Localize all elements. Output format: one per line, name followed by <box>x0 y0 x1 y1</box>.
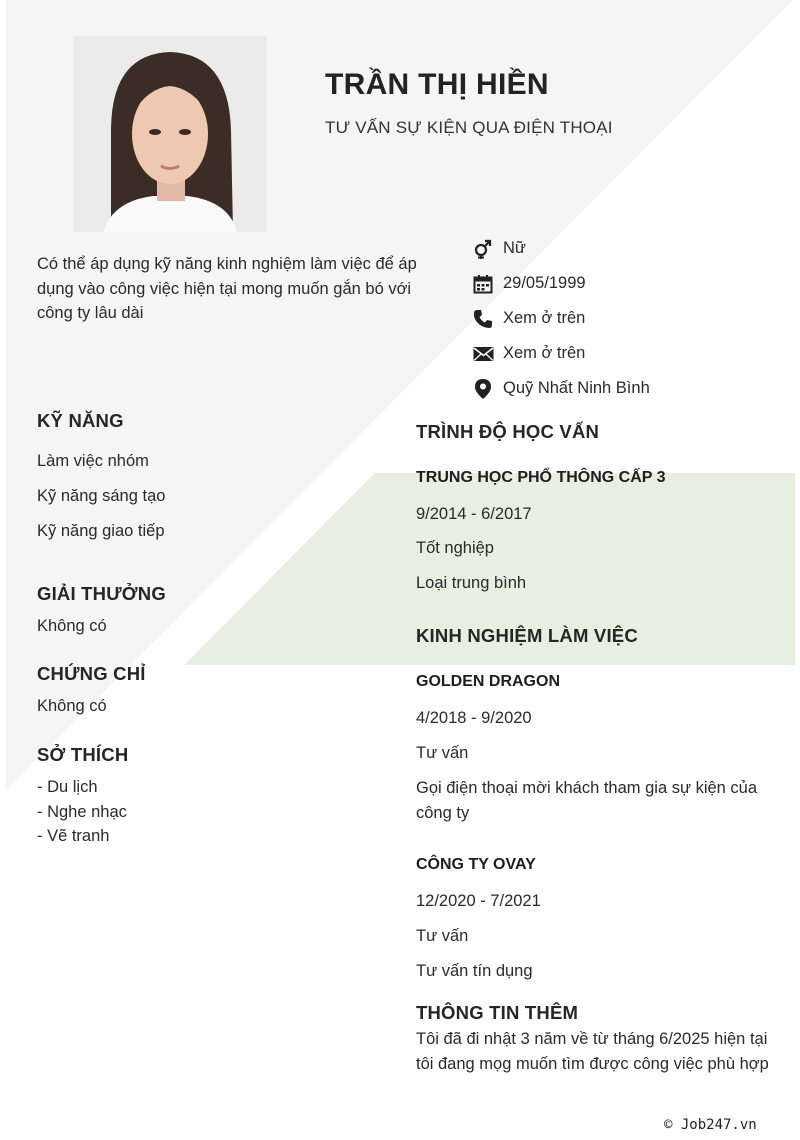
additional-info-text: Tôi đã đi nhật 3 năm về từ tháng 6/2025 hiện tại tôi đang mọg muốn tìm được công việc phù hợp <box>416 1030 769 1073</box>
gender-value: Nữ <box>503 239 526 257</box>
career-objective: Có thể áp dụng kỹ năng kinh nghiệm làm việc để áp dụng vào công việc hiện tại mong muốn gắn bó với công ty lâu dài <box>37 255 417 322</box>
calendar-icon <box>472 273 494 295</box>
hobby-item: - Vẽ tranh <box>37 827 110 845</box>
skill-item: Kỹ năng giao tiếp <box>37 522 165 540</box>
education-grade: Loại trung bình <box>416 574 527 592</box>
school-name: TRUNG HỌC PHỔ THÔNG CẤP 3 <box>416 469 666 486</box>
job-description: Tư vấn tín dụng <box>416 962 533 980</box>
hobby-item: - Du lịch <box>37 778 98 796</box>
job-title: TƯ VẤN SỰ KIỆN QUA ĐIỆN THOẠI <box>325 118 613 137</box>
education-status: Tốt nghiệp <box>416 539 494 557</box>
awards-heading: GIẢI THƯỞNG <box>37 583 166 604</box>
certificates-text: Không có <box>37 697 107 715</box>
profile-photo <box>73 36 267 232</box>
contact-address <box>472 371 650 406</box>
birthday-value: 29/05/1999 <box>503 274 586 292</box>
phone-icon <box>472 308 494 330</box>
candidate-name: TRẦN THỊ HIỀN <box>325 68 549 101</box>
education-heading: TRÌNH ĐỘ HỌC VẤN <box>416 421 600 442</box>
footer-copyright: © Job247.vn <box>664 1117 757 1133</box>
company-name: GOLDEN DRAGON <box>416 673 560 690</box>
contact-birthday <box>472 266 650 301</box>
experience-heading: KINH NGHIỆM LÀM VIỆC <box>416 625 638 646</box>
skill-item: Kỹ năng sáng tạo <box>37 487 166 505</box>
job-description: Gọi điện thoại mời khách tham gia sự kiện của công ty <box>416 779 758 822</box>
additional-info-heading: THÔNG TIN THÊM <box>416 1002 579 1023</box>
hobbies-heading: SỞ THÍCH <box>37 744 129 765</box>
job-period: 4/2018 - 9/2020 <box>416 709 532 727</box>
contact-gender <box>472 231 650 266</box>
contact-phone <box>472 301 650 336</box>
job-period: 12/2020 - 7/2021 <box>416 892 541 910</box>
location-icon <box>472 378 494 400</box>
hobby-item: - Nghe nhạc <box>37 803 127 821</box>
company-name: CÔNG TY OVAY <box>416 856 536 873</box>
skills-heading: KỸ NĂNG <box>37 410 124 431</box>
contact-email <box>472 336 650 371</box>
skill-item: Làm việc nhóm <box>37 452 149 470</box>
email-value: Xem ở trên <box>503 344 586 362</box>
education-period: 9/2014 - 6/2017 <box>416 505 532 523</box>
gender-icon <box>472 238 494 260</box>
phone-value: Xem ở trên <box>503 309 586 327</box>
contact-info <box>472 231 650 406</box>
job-position: Tư vấn <box>416 927 469 945</box>
certificates-heading: CHỨNG CHỈ <box>37 663 146 684</box>
address-value: Quỹ Nhất Ninh Bình <box>503 379 650 397</box>
job-position: Tư vấn <box>416 744 469 762</box>
mail-icon <box>472 343 494 365</box>
awards-text: Không có <box>37 617 107 635</box>
